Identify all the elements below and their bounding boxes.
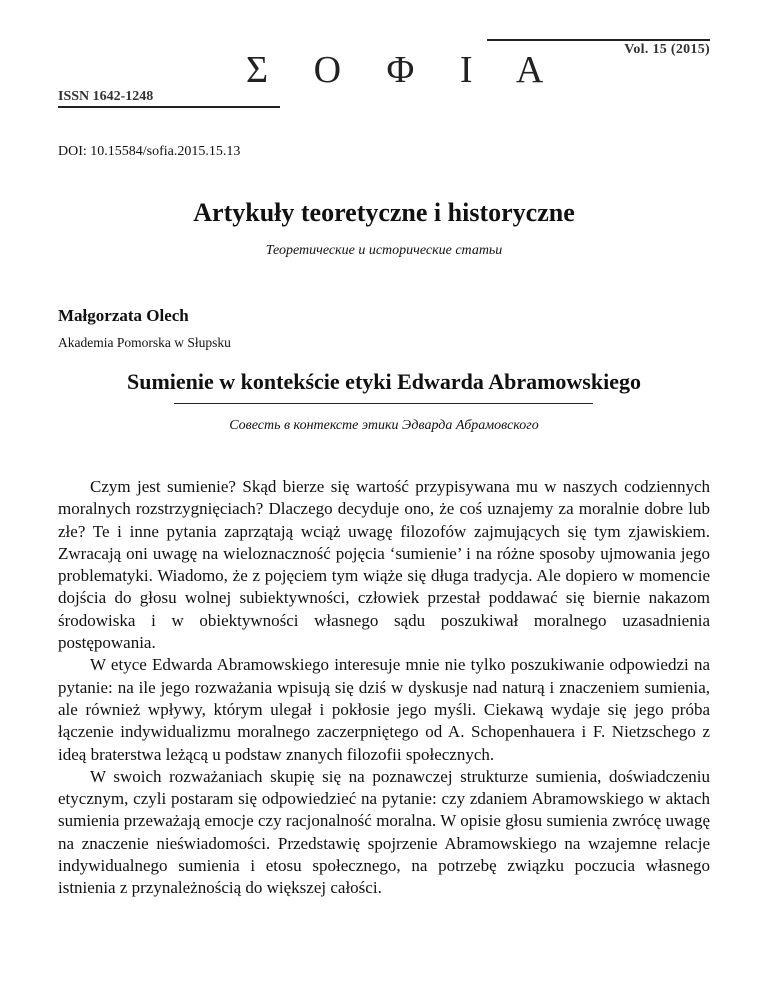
section-subtitle-ru: Теоретические и исторические статьи [265,243,503,258]
author-affiliation: Akademia Pomorska w Słupsku [58,335,231,350]
doi-label: DOI: 10.15584/sofia.2015.15.13 [58,144,241,159]
article-body [58,476,710,900]
volume-label: Vol. 15 (2015) [624,42,710,57]
title-rule [174,403,593,404]
author-name: Małgorzata Olech [58,306,189,325]
body-paragraph-3: W swoich rozważaniach skupię się na poznawczej strukturze sumienia, doświadczeniu etycznym, czyli postaram się odpowiedzieć na pytanie: czy zdaniem Abramowskiego w aktach sumienia przeważają emocje czy racjonalność moralna. W opisie głosu sumienia zwrócę uwagę na znaczenie nieświadomości. Przedstawię spojrzenie Abramowskiego na wzajemne relacje indywidualnego sumienia i etosu społecznego, na potrzebę związku poczucia własnego istnienia z przynależnością do większej całości. [58,766,710,898]
body-paragraph-2: W etyce Edwarda Abramowskiego interesuje mnie nie tylko poszukiwanie odpowiedzi na pytanie: na ile jego rozważania wpisują się dziś w dyskusje nad naturą i znaczeniem sumienia, ale również wpływy, którym ulegał i pokłosie jego myśli. Ciekawą wydaje się jego próba łączenie indywidualizmu moralnego zaczerpniętego od A. Schopenhauera i F. Nietzschego z ideą braterstwa leżącą u podstaw znanych filozofii społecznych. [58,655,710,764]
article-title-ru: Совесть в контексте этики Эдварда Абрамовского [229,418,539,433]
issn-label: ISSN 1642-1248 [58,89,154,104]
journal-title: Σ Ο Φ Ι Α [246,49,562,91]
section-title: Artykuły teoretyczne i historyczne [193,198,575,227]
volume-rule [487,39,710,41]
body-paragraph-1: Czym jest sumienie? Skąd bierze się wartość przypisywana mu w naszych codziennych moralnych rozstrzygnięciach? Dlaczego decyduje ono, że coś uznajemy za moralnie dobre lub złe? Te i inne pytania zaprzątają wciąż uwagę filozofów zajmujących się tym zjawiskiem. Zwracają oni uwagę na wieloznaczność pojęcia ‘sumienie’ i na różne sposoby ujmowania jego problematyki. Wiadomo, że z pojęciem tym wiąże się długa tradycja. Ale dopiero w momencie dojścia do głosu wolnej subiektywności, człowiek przestał poddawać się biernie nakazom środowiska i w obiektywności własnego sądu poszukiwał moralnego uzasadnienia postępowania. [58,477,710,653]
article-title: Sumienie w kontekście etyki Edwarda Abramowskiego [127,369,641,394]
issn-rule [58,106,280,108]
